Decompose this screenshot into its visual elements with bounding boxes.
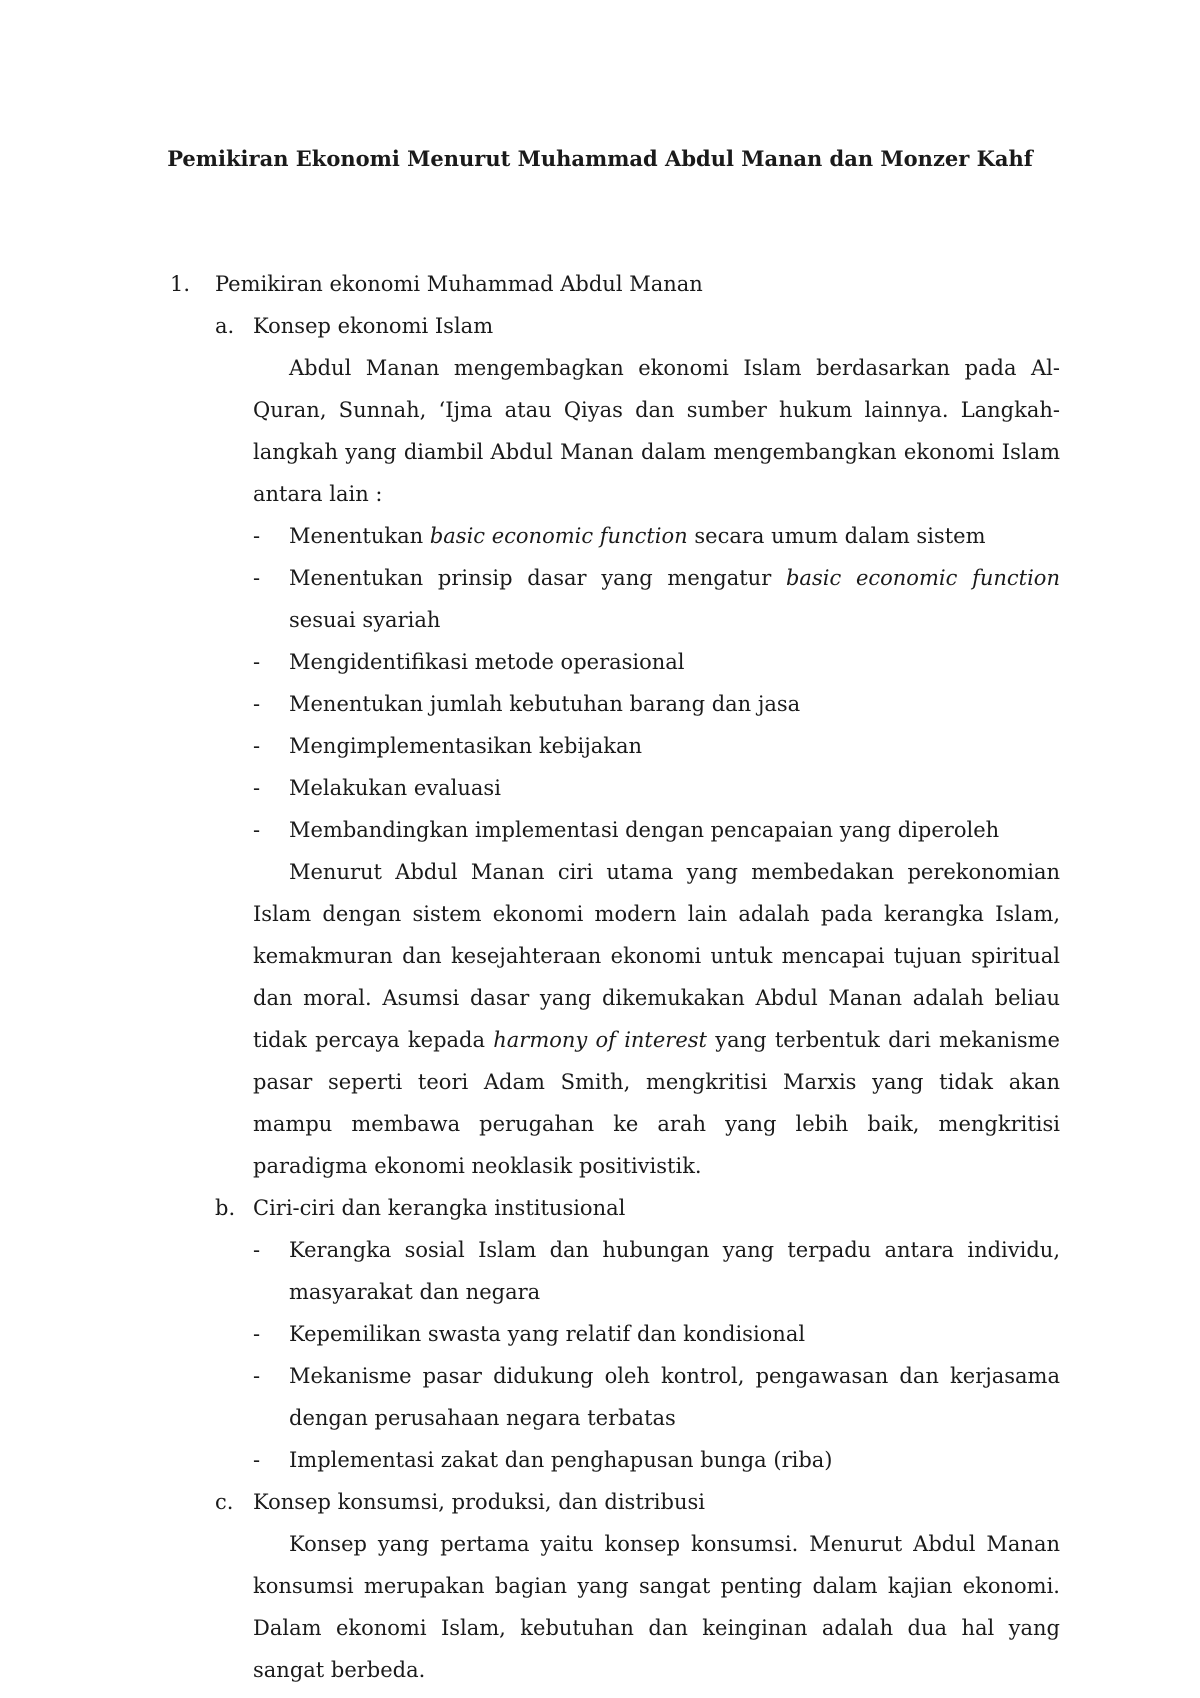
list-item-emphasis: basic economic function bbox=[429, 524, 688, 548]
list-item bbox=[253, 767, 1060, 809]
subsection-title: Ciri-ciri dan kerangka institusional bbox=[253, 1196, 626, 1220]
list-item-emphasis: basic economic function bbox=[785, 566, 1060, 590]
subsection-a bbox=[215, 305, 1060, 1187]
paragraph-text: Menurut Abdul Manan ciri utama yang membedakan perekonomian Islam dengan sistem ekonomi modern lain adalah pada kerangka Islam, kemakmuran dan kesejahteraan ekonomi untuk mencapai tujuan spiritual dan moral. Asumsi dasar yang dikemukakan Abdul Manan adalah beliau tidak percaya kepada bbox=[253, 860, 1060, 1052]
list-item-text: Mengidentifikasi metode operasional bbox=[289, 650, 685, 674]
list-item-text: Implementasi zakat dan penghapusan bunga (riba) bbox=[289, 1448, 833, 1472]
list-item bbox=[253, 557, 1060, 641]
list-item bbox=[253, 1439, 1060, 1481]
list-item bbox=[253, 725, 1060, 767]
paragraph: Abdul Manan mengembagkan ekonomi Islam berdasarkan pada Al-Quran, Sunnah, ‘Ijma atau Qiyas dan sumber hukum lainnya. Langkah-langkah yang diambil Abdul Manan dalam mengembangkan ekonomi Islam antara lain : bbox=[253, 356, 1060, 506]
list-item-text: Menentukan jumlah kebutuhan barang dan jasa bbox=[289, 692, 801, 716]
document-title: Pemikiran Ekonomi Menurut Muhammad Abdul Manan dan Monzer Kahf bbox=[167, 146, 1033, 171]
dash-marker: - bbox=[253, 1238, 261, 1262]
list-item bbox=[253, 1355, 1060, 1439]
section-title: Pemikiran ekonomi Muhammad Abdul Manan bbox=[215, 272, 703, 296]
section-1 bbox=[170, 263, 1060, 1691]
bullet-list bbox=[253, 515, 1060, 851]
list-item-text: Kepemilikan swasta yang relatif dan kondisional bbox=[289, 1322, 806, 1346]
subsection-letter: c. bbox=[215, 1490, 234, 1514]
list-item bbox=[253, 1229, 1060, 1313]
dash-marker: - bbox=[253, 566, 261, 590]
bullet-list bbox=[253, 1229, 1060, 1481]
list-item-text: Melakukan evaluasi bbox=[289, 776, 501, 800]
dash-marker: - bbox=[253, 1322, 261, 1346]
paragraph: Konsep yang pertama yaitu konsep konsumsi. Menurut Abdul Manan konsumsi merupakan bagian yang sangat penting dalam kajian ekonomi. Dalam ekonomi Islam, kebutuhan dan keinginan adalah dua hal yang sangat berbeda. bbox=[253, 1532, 1060, 1682]
subsection-title: Konsep konsumsi, produksi, dan distribusi bbox=[253, 1490, 705, 1514]
dash-marker: - bbox=[253, 650, 261, 674]
dash-marker: - bbox=[253, 1364, 261, 1388]
subsection-title: Konsep ekonomi Islam bbox=[253, 314, 494, 338]
list-item-text: Membandingkan implementasi dengan pencapaian yang diperoleh bbox=[289, 818, 1000, 842]
list-item-text: Menentukan bbox=[289, 524, 430, 548]
list-item-text: Mengimplementasikan kebijakan bbox=[289, 734, 642, 758]
list-item-text: sesuai syariah bbox=[289, 608, 441, 632]
dash-marker: - bbox=[253, 818, 261, 842]
paragraph-text: yang terbentuk dari mekanisme pasar seperti teori Adam Smith, mengkritisi Marxis yang tidak akan mampu membawa perugahan ke arah yang lebih baik, mengkritisi paradigma ekonomi neoklasik positivistik. bbox=[253, 1028, 1060, 1178]
dash-marker: - bbox=[253, 1448, 261, 1472]
paragraph bbox=[253, 851, 1060, 1187]
list-item bbox=[253, 641, 1060, 683]
section-number: 1. bbox=[170, 272, 191, 296]
subsection-letter: a. bbox=[215, 314, 235, 338]
list-item-text: secara umum dalam sistem bbox=[687, 524, 986, 548]
dash-marker: - bbox=[253, 524, 261, 548]
dash-marker: - bbox=[253, 734, 261, 758]
list-item-text: Mekanisme pasar didukung oleh kontrol, pengawasan dan kerjasama dengan perusahaan negara terbatas bbox=[289, 1364, 1060, 1430]
subsection-letter: b. bbox=[215, 1196, 236, 1220]
subsection-b bbox=[215, 1187, 1060, 1481]
list-item bbox=[253, 683, 1060, 725]
list-item-text: Kerangka sosial Islam dan hubungan yang terpadu antara individu, masyarakat dan negara bbox=[289, 1238, 1060, 1304]
list-item bbox=[253, 515, 1060, 557]
dash-marker: - bbox=[253, 776, 261, 800]
document-body bbox=[170, 263, 1060, 1691]
subsection-c bbox=[215, 1481, 1060, 1691]
paragraph-emphasis: harmony of interest bbox=[493, 1028, 707, 1052]
list-item bbox=[253, 809, 1060, 851]
dash-marker: - bbox=[253, 692, 261, 716]
list-item-text: Menentukan prinsip dasar yang mengatur bbox=[289, 566, 786, 590]
list-item bbox=[253, 1313, 1060, 1355]
